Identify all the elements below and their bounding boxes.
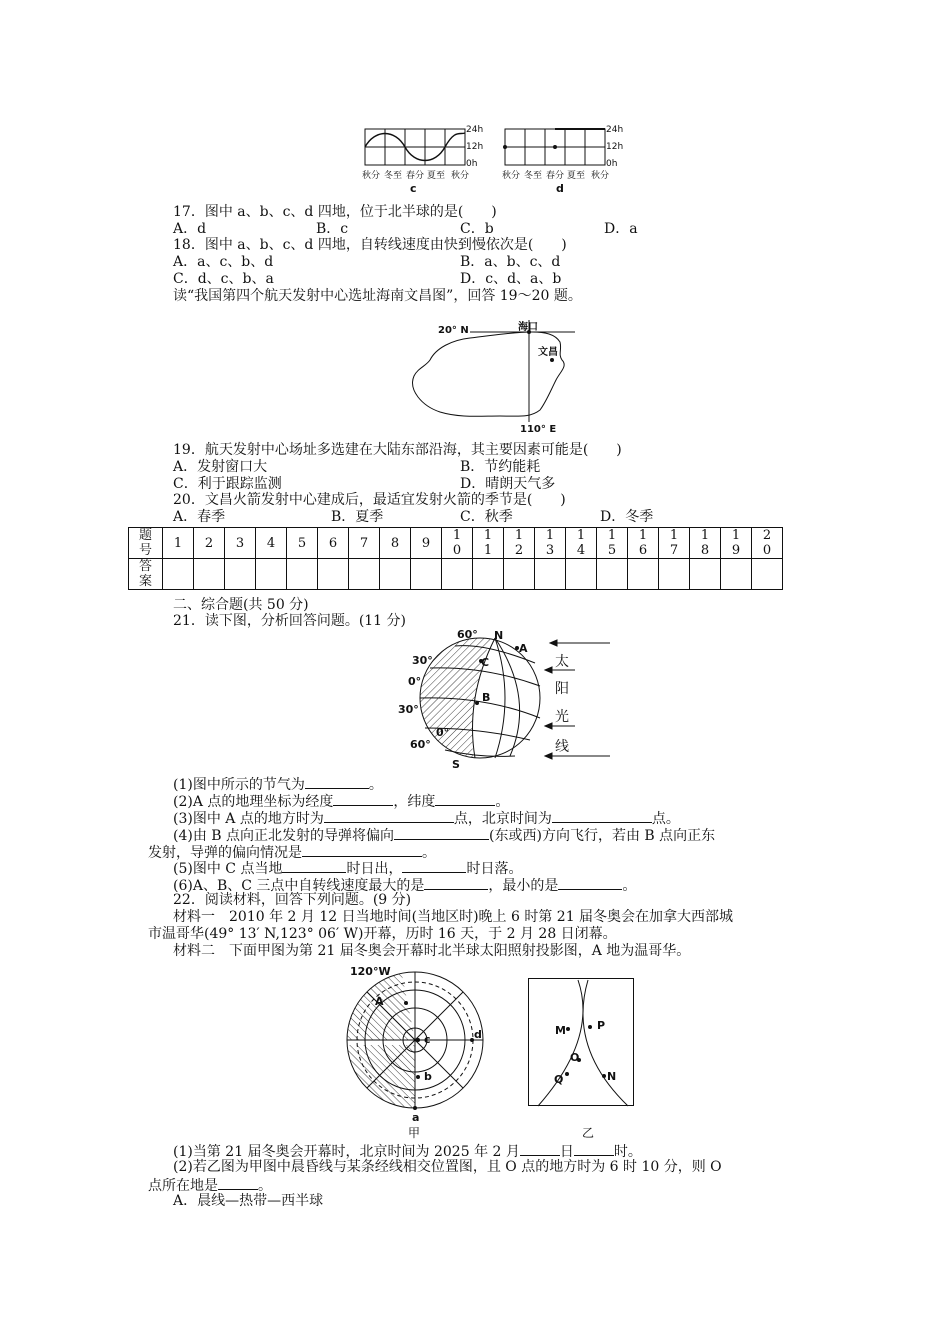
q18-option-b: B．a、b、c、d [460,254,561,270]
tick-24h-d: 24h [606,125,624,135]
q19-stem: 19．航天发射中心场址多选建在大陆东部沿海，其主要因素可能是( ) [173,442,622,458]
answer-cell[interactable] [597,559,628,590]
lat-60-north-label: 60° [457,628,478,641]
number-cell: 7 [349,528,380,559]
xtick-c-1: 冬至 [384,171,403,181]
q17-option-c: C．b [460,221,494,237]
answer-cell[interactable] [504,559,535,590]
answer-cell[interactable] [411,559,442,590]
answer-blank[interactable] [333,791,393,806]
answer-blank[interactable] [394,825,489,840]
q20-option-c: C．秋季 [460,509,513,525]
answer-cell[interactable] [225,559,256,590]
number-cell: 1 2 [504,528,535,559]
point-c-label: C [481,656,490,669]
q19-option-c: C．利于跟踪监测 [173,476,282,492]
jia-point-a-small-label: a [412,1111,420,1124]
q22-material1-line2: 市温哥华(49° 13′ N,123° 06′ W)开幕，历时 16 天，于 2 月 28 日闭幕。 [148,926,617,942]
q18-option-c: C．d、c、b、a [173,271,274,287]
tick-0h-c: 0h [466,159,478,169]
q20-stem: 20．文昌火箭发射中心建成后，最适宜发射火箭的季节是( ) [173,492,566,508]
number-cell: 1 8 [690,528,721,559]
lat-0-lower-label: 0° [436,726,450,739]
tick-12h-c: 12h [466,142,484,152]
answer-blank[interactable] [302,842,422,857]
xtick-d-0: 秋分 [502,171,521,181]
q22-sub2-line1: (2)若乙图为甲图中晨昏线与某条经线相交位置图，且 O 点的地方时为 6 时 10 分，则 O [173,1159,722,1175]
q20-option-b: B．夏季 [331,509,384,525]
answer-blank[interactable] [305,774,369,789]
yi-point-p-label: P [597,1019,606,1032]
point-s-label: S [452,758,460,771]
answer-cell[interactable] [194,559,225,590]
answer-cell[interactable] [690,559,721,590]
number-cell: 1 4 [566,528,597,559]
answer-cell[interactable] [318,559,349,590]
answer-blank[interactable] [402,858,466,873]
answer-cell[interactable] [442,559,473,590]
q18-option-d: D．c、d、a、b [460,271,562,287]
answer-cell[interactable] [628,559,659,590]
q21-stem: 21．读下图，分析回答问题。(11 分) [173,613,407,629]
lat-60-south-label: 60° [410,738,431,751]
q22-figure-yi [528,978,638,1108]
answer-blank[interactable] [324,808,454,823]
q17-option-b: B．c [316,221,349,237]
figure-label-d: d [556,182,564,195]
xtick-d-1: 冬至 [524,171,543,181]
q21-sub6: (6)A、B、C 三点中自转线速度最大的是 ，最小的是 。 [173,875,636,895]
tick-12h-d: 12h [606,142,624,152]
answer-blank[interactable] [552,808,652,823]
q22-sub2-line2: 点所在地是 。 [148,1175,272,1195]
q17-stem: 17．图中 a、b、c、d 四地，位于北半球的是( ) [173,204,497,220]
answer-cell[interactable] [566,559,597,590]
sun-text-1: 太 [555,654,569,670]
xtick-c-4: 秋分 [451,171,470,181]
answer-cell[interactable] [349,559,380,590]
number-cell: 1 [163,528,194,559]
q17-option-a: A．d [173,221,207,237]
figure-label-c: c [410,182,417,195]
number-cell: 1 0 [442,528,473,559]
answer-cell[interactable] [473,559,504,590]
q17-option-d: D．a [604,221,638,237]
lat-30-north-label: 30° [412,654,433,667]
tick-0h-d: 0h [606,159,618,169]
answer-cell[interactable] [256,559,287,590]
q21-earth-figure [395,628,615,773]
q21-sub1: (1)图中所示的节气为 。 [173,774,383,794]
number-cell: 1 6 [628,528,659,559]
xtick-c-0: 秋分 [362,171,381,181]
xtick-d-4: 秋分 [591,171,610,181]
yi-point-o-label: O [570,1051,580,1064]
number-cell: 1 1 [473,528,504,559]
point-b-label: B [482,691,491,704]
number-cell: 1 9 [721,528,752,559]
q19-option-a: A．发射窗口大 [173,459,268,475]
xtick-d-2: 春分 [546,171,565,181]
number-cell: 1 7 [659,528,690,559]
point-a-label: A [519,642,528,655]
answer-blank[interactable] [218,1175,258,1190]
haikou-label: 海口 [518,322,538,333]
tick-24h-c: 24h [466,125,484,135]
sun-text-3: 光 [555,709,569,725]
sun-text-2: 阳 [555,681,569,697]
yi-point-q-label: Q [554,1073,564,1086]
lat-30-south-label: 30° [398,703,419,716]
jia-point-d-label: d [474,1028,482,1041]
xtick-c-3: 夏至 [427,171,446,181]
jia-caption: 甲 [408,1126,421,1140]
q18-option-a: A．a、c、b、d [173,254,274,270]
number-cell: 1 5 [597,528,628,559]
yi-point-n-label: N [607,1070,617,1083]
answer-cell[interactable] [287,559,318,590]
q22-stem: 22．阅读材料，回答下列问题。(9 分) [173,892,412,908]
q22-material1-line1: 材料一 2010 年 2 月 12 日当地时间(当地区时)晚上 6 时第 21 届冬奥会在加拿大西部城 [173,909,734,925]
number-cell: 1 3 [535,528,566,559]
number-cell: 5 [287,528,318,559]
q21-sub2: (2)A 点的地理坐标为经度 ，纬度 。 [173,791,509,811]
q20-option-a: A．春季 [173,509,226,525]
q21-sub3: (3)图中 A 点的地方时为 点，北京时间为 点。 [173,808,680,828]
answer-blank[interactable] [435,791,495,806]
xtick-c-2: 春分 [406,171,425,181]
wenchang-label: 文昌 [538,347,558,358]
hainan-map [400,310,590,440]
yi-caption: 乙 [582,1126,595,1140]
answer-blank[interactable] [424,875,488,890]
jia-point-c-label: c [424,1033,431,1046]
jia-point-b-label: b [424,1070,432,1083]
answer-cell[interactable] [721,559,752,590]
answer-blank[interactable] [574,1141,614,1156]
answer-cell[interactable] [659,559,690,590]
q22-sub1: (1)当第 21 届冬奥会开幕时，北京时间为 2025 年 2 月 日 时。 [173,1141,642,1161]
jia-point-a-label: A [375,995,384,1008]
answer-cell[interactable] [163,559,194,590]
table-header-answer: 答 案 [129,559,163,590]
xtick-d-3: 夏至 [567,171,586,181]
q21-sub5: (5)图中 C 点当地 时日出， 时日落。 [173,858,522,878]
q21-sub4-line1: (4)由 B 点向正北发射的导弹将偏向 (东或西)方向飞行，若由 B 点向正东 [173,825,715,845]
number-cell: 8 [380,528,411,559]
lon-120w-label: 120°W [350,965,391,978]
section-2-title: 二、综合题(共 50 分) [173,597,309,613]
q22-material2: 材料二 下面甲图为第 21 届冬奥会开幕时北半球太阳照射投影图，A 地为温哥华。 [173,943,691,959]
answer-blank[interactable] [282,858,346,873]
number-cell: 9 [411,528,442,559]
answer-table [128,527,783,590]
q19-option-b: B．节约能耗 [460,459,541,475]
number-cell: 2 [194,528,225,559]
answer-blank[interactable] [558,875,622,890]
q18-stem: 18．图中 a、b、c、d 四地，自转线速度由快到慢依次是( ) [173,237,567,253]
q21-sub4-line2: 发射，导弹的偏向情况是 。 [148,842,436,862]
q19-option-d: D．晴朗天气多 [460,476,556,492]
number-cell: 4 [256,528,287,559]
answer-cell[interactable] [380,559,411,590]
q20-option-d: D．冬季 [600,509,654,525]
answer-cell[interactable] [752,559,783,590]
number-cell: 6 [318,528,349,559]
answer-blank[interactable] [520,1141,560,1156]
sun-text-4: 线 [555,739,569,755]
number-cell: 2 0 [752,528,783,559]
number-cell: 3 [225,528,256,559]
table-header-number: 题 号 [129,528,163,559]
latitude-20n-label: 20° N [438,325,469,336]
lat-0-label: 0° [408,675,422,688]
answer-cell[interactable] [535,559,566,590]
intro-19-20: 读“我国第四个航天发射中心选址海南文昌图”，回答 19～20 题。 [173,288,582,304]
q22-option-a: A．晨线—热带—西半球 [173,1193,324,1209]
yi-point-m-label: M [555,1024,566,1037]
longitude-110e-label: 110° E [520,424,557,435]
point-n-label: N [494,629,504,642]
